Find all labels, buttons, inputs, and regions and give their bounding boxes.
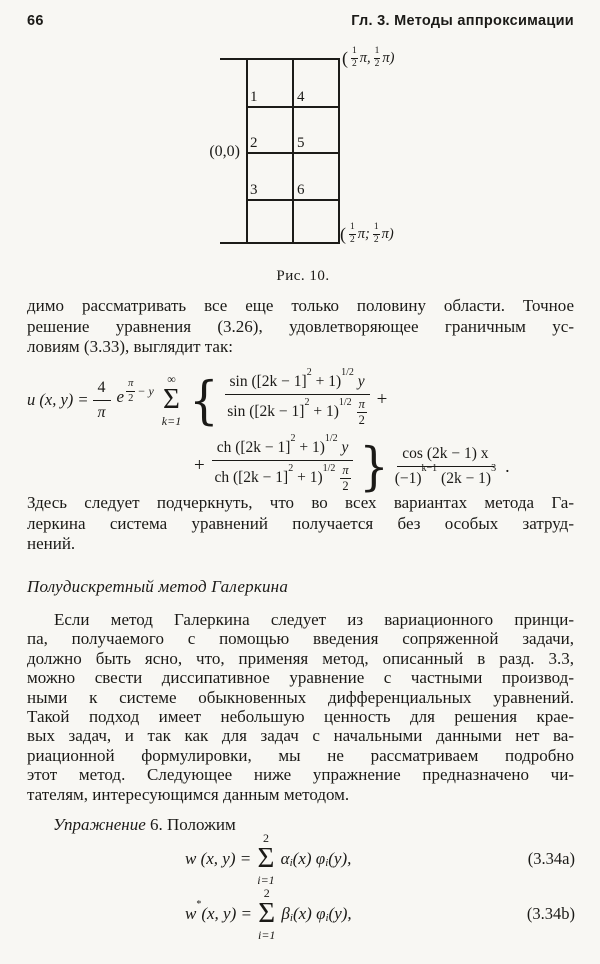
figure-caption: Рис. 10. xyxy=(276,268,330,284)
exponential-term: e π 2 − y xyxy=(116,378,154,407)
text-line: риационной формулировки, мы не рассматриваем подробно xyxy=(27,745,574,765)
fraction-4-over-pi: $\frac{4}{\pi}$ xyxy=(93,379,111,422)
text-line: ловиям (3.33), выглядит так: xyxy=(27,337,233,357)
text-line: па, получаемого с помощью введения сопряженной задачи, xyxy=(27,629,574,649)
equation-3-34a: w (x, y) = 2 Σ i=1 α $_i$ (x) φ $_i$ (y), (3.34a) xyxy=(185,831,575,887)
paragraph-1 xyxy=(27,296,574,358)
grid-line-h3 xyxy=(246,199,340,201)
grid-line-vertical-right xyxy=(338,58,340,244)
origin-label: (0,0) xyxy=(209,143,240,160)
equation-3-34b: w*(x, y) = 2 Σ i=1 β $_i$ (x) φ $_i$ (y), (3.34b) xyxy=(185,886,575,942)
cell-number-4: 4 xyxy=(297,89,305,105)
grid-line-h2 xyxy=(246,152,340,154)
formula-lhs: u (x, y) = xyxy=(27,390,89,409)
text-line: решение уравнения (3.26), удовлетворяющее граничным ус- xyxy=(27,316,574,336)
summation-symbol: 2 Σ i=1 xyxy=(257,886,276,942)
ch-fraction: ch $([2k - 1]^2 + 1)^{1/2}$ y ch $([2k - 1]^2 + 1)^{1/2}$ $\frac{\pi}{2}$ xyxy=(212,439,354,493)
text-line: Здесь следует подчеркнуть, что во всех вариантах метода Га- xyxy=(27,493,574,512)
cell-number-6: 6 xyxy=(297,182,305,198)
equation-lhs: w (x, y) = xyxy=(185,849,252,868)
equation-tag: (3.34a) xyxy=(527,849,575,868)
grid-line-top xyxy=(220,58,340,60)
equation-lhs: w*(x, y) = xyxy=(185,899,252,923)
text-line: вых задач, и так как для задач с начальными данными нет ва- xyxy=(27,726,574,746)
grid-line-bottom xyxy=(220,242,340,244)
plus-sign: + xyxy=(194,455,205,476)
cell-number-3: 3 xyxy=(250,182,258,198)
cos-fraction: $\frac{\cos (2k - 1) x}{(-1)^{k-1} (2k - 1)^3}$ xyxy=(394,444,497,487)
exercise-label: Упражнение 6. Положим xyxy=(53,815,236,834)
chapter-title: Гл. 3. Методы аппроксимации xyxy=(351,13,574,29)
half-fraction: 1 2 xyxy=(352,46,357,69)
page-number: 66 xyxy=(27,13,44,29)
text-line: можно свести диссипативное уравнение с частными производ- xyxy=(27,668,574,688)
grid-line-h1 xyxy=(246,106,340,108)
half-fraction: 1 2 xyxy=(350,222,355,245)
paragraph-2 xyxy=(27,493,574,555)
text-line: нений. xyxy=(27,534,76,554)
half-fraction: 1 2 xyxy=(374,46,380,69)
equation-u-line2 xyxy=(191,434,510,498)
paragraph-3 xyxy=(27,610,574,804)
cell-number-2: 2 xyxy=(250,135,258,151)
cell-number-1: 1 xyxy=(250,89,258,105)
pi-over-2-fraction: $\frac{\pi}{2}$ xyxy=(342,462,349,493)
text-line: димо рассматривать все еще только половину области. Точное xyxy=(27,296,574,315)
period: . xyxy=(505,455,510,476)
summation-symbol: ∞ Σ k=1 xyxy=(161,372,182,428)
half-fraction: 1 2 xyxy=(373,222,379,245)
equation-tag: (3.34b) xyxy=(526,904,575,923)
grid-line-vertical-middle xyxy=(292,58,294,244)
text-line: Такой подход имеет небольшую ценность для решения крае- xyxy=(27,707,574,727)
cell-number-5: 5 xyxy=(297,135,305,151)
plus-sign: + xyxy=(376,389,388,410)
text-line: леркина система уравнений получается без особых затруд- xyxy=(27,513,574,533)
figure-ris-10 xyxy=(190,45,430,297)
equation-u-line1 xyxy=(27,364,390,436)
close-brace: } xyxy=(359,435,389,497)
text-line: тателям, интересующимся данным методом. xyxy=(27,784,350,804)
sin-fraction: $\sin ([2k - 1]^2 + 1)^{1/2}$ y $\sin ([2k - 1]^2 + 1)^{1/2}$ $\frac{\pi}{2}$ xyxy=(225,373,370,427)
page-header xyxy=(27,13,574,29)
text-line: должно быть ясно, что, применяя метод, описанный в разд. 3.3, xyxy=(27,648,574,668)
summation-symbol: 2 Σ i=1 xyxy=(257,831,275,887)
pi-over-2-fraction: π 2 xyxy=(128,378,134,404)
corner-label-bottom: ( 1 2 π; 1 2 π) xyxy=(340,222,394,245)
text-line: ными к системе обыкновенных дифференциальных уравнений. xyxy=(27,687,574,707)
text-line: Если метод Галеркина следует из вариационного принци- xyxy=(54,610,574,629)
grid-line-vertical-left xyxy=(246,58,248,244)
section-heading: Полудискретный метод Галеркина xyxy=(27,577,289,596)
pi-over-2-fraction: $\frac{\pi}{2}$ xyxy=(358,396,365,427)
open-brace: { xyxy=(189,369,219,431)
corner-label-top: ( 1 2 π, 1 2 π) xyxy=(342,46,395,69)
text-line: этот метод. Следующее ниже упражнение предназначено чи- xyxy=(27,765,574,785)
